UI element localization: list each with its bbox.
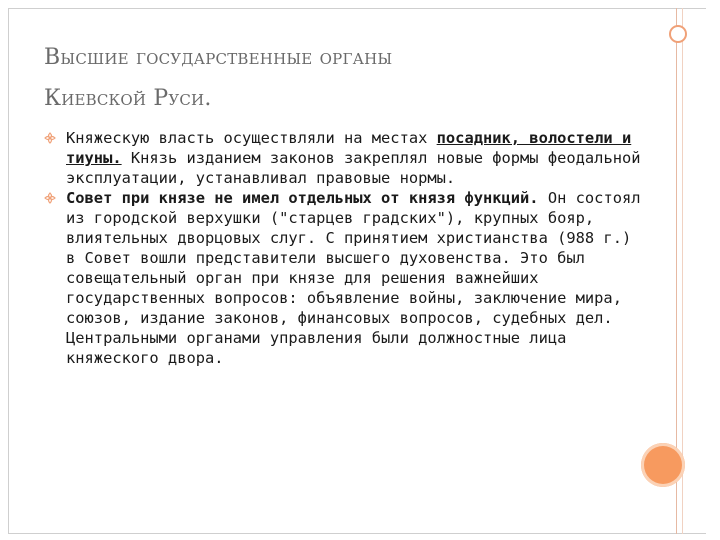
ring-decor-icon [669, 25, 687, 43]
title-line-2-text: Киевской Руси. [44, 86, 212, 111]
title-line-1 [44, 38, 634, 79]
title-line-2 [44, 79, 634, 120]
list-item [44, 128, 644, 188]
bullet-2-text: Он состоял из городской верхушки ("старцев градских"), крупных бояр, влиятельных дворцовых слуг. С принятием христианства (988 г.) в Совет вошли представители высшего духовенства. Это был совещательный орган при князе для решения важнейших государственных вопросов: объявление войны, заключение мира, союзов, издание законов, финансовых вопросов, судебных дел. Центральными органами управления были должностные лица княжеского двора. [66, 189, 641, 367]
poppy-bullet-icon [44, 192, 56, 204]
slide-title [44, 38, 634, 120]
poppy-bullet-icon [44, 132, 56, 144]
bullet-1-underlined: посадник, волостели и тиуны. [66, 129, 632, 167]
bullet-1-text-b: Князь изданием законов закреплял новые формы феодальной эксплуатации, устанавливал правовые нормы. [66, 149, 641, 187]
bullet-1-text-a: Княжескую власть осуществляли на местах [66, 129, 437, 147]
title-line-1-text: Высшие государственные органы [44, 45, 393, 70]
bullet-list [44, 128, 644, 368]
list-item [44, 188, 644, 368]
bullet-2-bold: Совет при князе не имел отдельных от князя функций. [66, 189, 539, 207]
circle-decor-icon [641, 443, 685, 487]
